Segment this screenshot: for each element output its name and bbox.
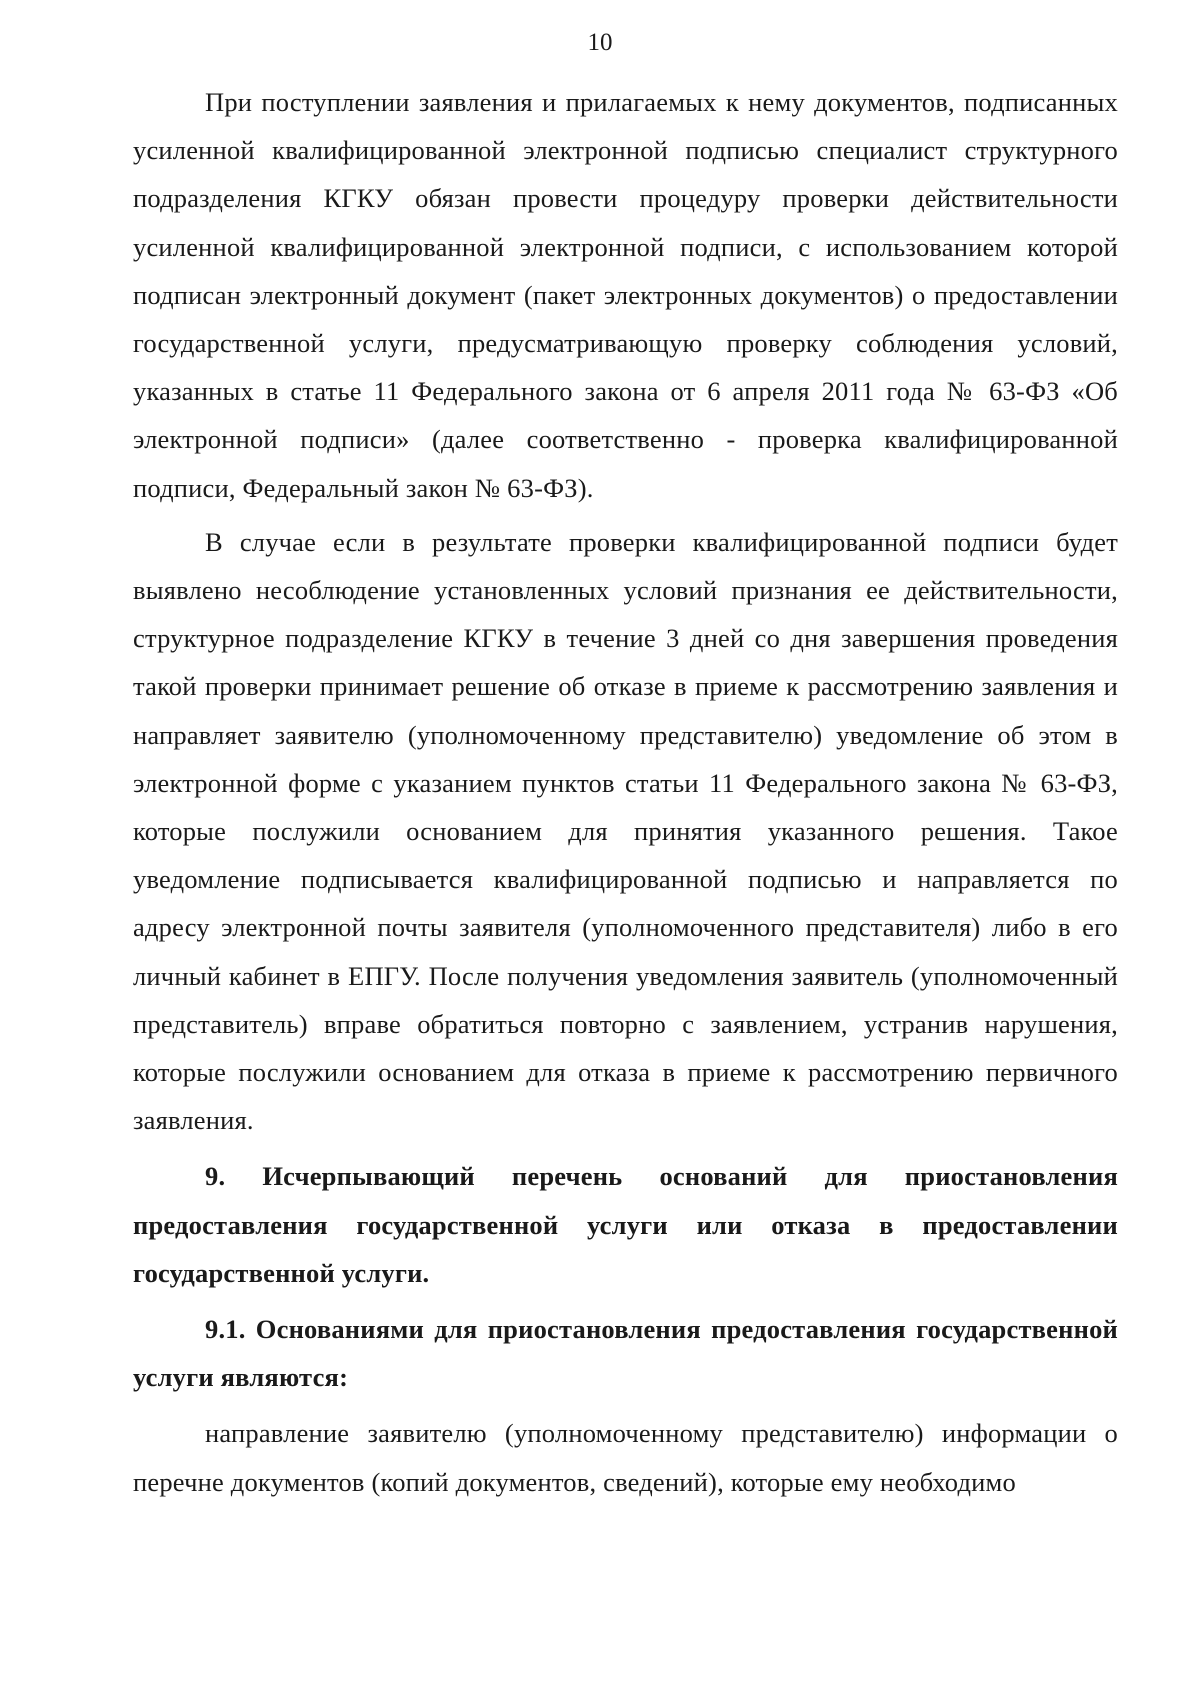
section-9-1-text: направление заявителю (уполномоченному представителю) информации о перечне документов (копий документов, сведений), которые ему необходимо — [133, 1418, 1118, 1497]
document-body — [133, 78, 1118, 1506]
section-9-heading: 9. Исчерпывающий перечень оснований для приостановления предоставления государственной услуги или отказа в предоставлении государственной услуги. — [133, 1161, 1118, 1288]
paragraph-qualified-signature-check: При поступлении заявления и прилагаемых к нему документов, подписанных усиленной квалифицированной электронной подписью специалист структурного подразделения КГКУ обязан провести процедуру проверки действительности усиленной квалифицированной электронной подписи, с использованием которой подписан электронный документ (пакет электронных документов) о предоставлении государственной услуги, предусматривающую проверку соблюдения условий, указанных в статье 11 Федерального закона от 6 апреля 2011 года № 63-ФЗ «Об электронной подписи» (далее соответственно - проверка квалифицированной подписи, Федеральный закон № 63-ФЗ). — [133, 87, 1118, 503]
section-9-1-heading: 9.1. Основаниями для приостановления предоставления государственной услуги являются: — [133, 1314, 1118, 1393]
paragraph-signature-invalid: В случае если в результате проверки квалифицированной подписи будет выявлено несоблюдение установленных условий признания ее действительности, структурное подразделение КГКУ в течение 3 дней со дня завершения проведения такой проверки принимает решение об отказе в приеме к рассмотрению заявления и направляет заявителю (уполномоченному представителю) уведомление об этом в электронной форме с указанием пунктов статьи 11 Федерального закона № 63-ФЗ, которые послужили основанием для принятия указанного решения. Такое уведомление подписывается квалифицированной подписью и направляется по адресу электронной почты заявителя (уполномоченного представителя) либо в его личный кабинет в ЕПГУ. После получения уведомления заявитель (уполномоченный представитель) вправе обратиться повторно с заявлением, устранив нарушения, которые послужили основанием для отказа в приеме к рассмотрению первичного заявления. — [133, 526, 1118, 1136]
page-number: 10 — [587, 29, 613, 56]
